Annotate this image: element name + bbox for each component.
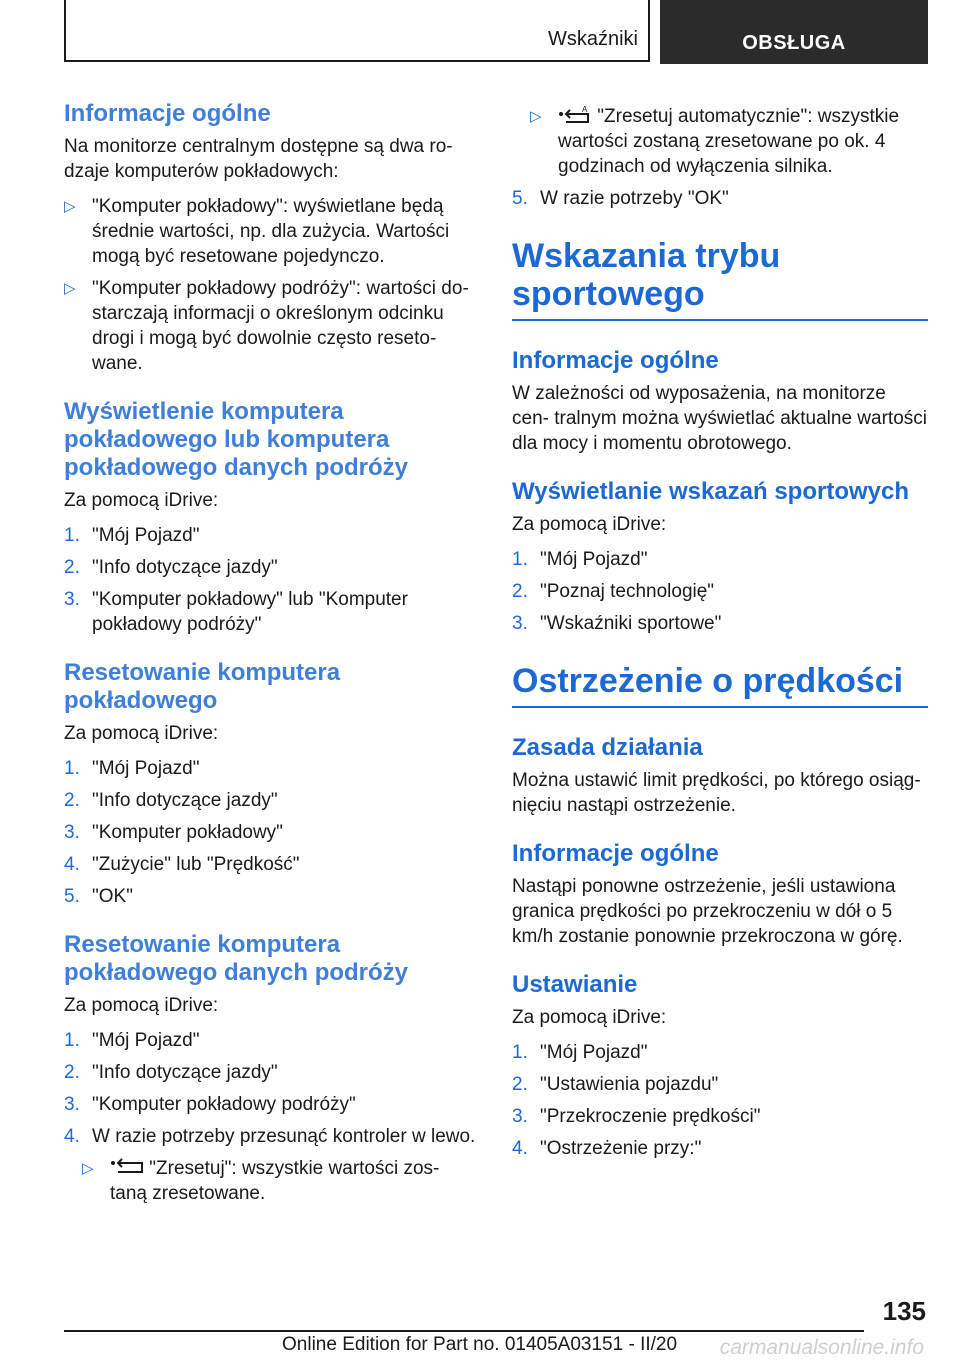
sub-bullet-list [512,104,928,179]
list-item: 4. "Zużycie" lub "Prędkość" [64,854,300,875]
list-item: 1. "Mój Pojazd" [64,758,200,779]
list-item: 1. "Mój Pojazd" [512,1042,648,1063]
list-item: 2. "Info dotyczące jazdy" [64,790,278,811]
paragraph: Za pomocą iDrive: [64,995,219,1016]
list-item: ▷ "Komputer pokładowy": wyświetlane będą średnie wartości, np. dla zużycia. Wartości mogą być resetowane pojedynczo. [64,196,450,267]
header-section-title: Wskaźniki [547,28,638,50]
paragraph: Za pomocą iDrive: [64,490,219,511]
paragraph: Za pomocą iDrive: [512,514,667,535]
triangle-right-icon: ▷ [64,280,76,297]
section-title: Informacje ogólne [512,840,719,867]
section-title: Wyświetlenie komputera pokładowego lub komputera pokładowego danych podróży [64,398,409,481]
section-title: Wyświetlanie wskazań sportowych [512,478,910,505]
numbered-list [64,523,480,637]
section-title: Zasada działania [512,734,703,761]
svg-text:A: A [582,106,588,114]
section-title: Resetowanie komputera pokładowego danych podróży [64,931,409,986]
numbered-list [64,1028,480,1149]
page-number: 135 [882,1296,926,1326]
paragraph: W zależności od wyposażenia, na monitorze cen- tralnym można wyświetlać aktualne wartości dla mocy i momentu obrotowego. [512,383,927,454]
list-item: 3. "Komputer pokładowy podróży" [64,1094,356,1115]
list-item: 3. "Wskaźniki sportowe" [512,613,722,634]
reset-icon [110,1158,144,1176]
sub-bullet-list [64,1156,480,1206]
paragraph: Za pomocą iDrive: [512,1007,667,1028]
list-item: 3. "Komputer pokładowy" lub "Komputer pokładowy podróży" [64,589,408,635]
header-chapter-tab: OBSŁUGA [660,0,928,64]
numbered-list [64,756,480,909]
list-item: ▷ A "Zresetuj automatycznie": wszystkie wartości zostaną zresetowane po ok. 4 godzinach od wyłączenia silnika. [530,106,900,177]
list-item: 2. "Ustawienia pojazdu" [512,1074,719,1095]
numbered-list [512,186,928,211]
list-item: 1. "Mój Pojazd" [64,525,200,546]
list-item: 1. "Mój Pojazd" [512,549,648,570]
list-item: 2. "Info dotyczące jazdy" [64,1062,278,1083]
triangle-right-icon: ▷ [530,108,542,125]
chapter-title: Ostrzeżenie o prędkości [512,662,928,708]
chapter-title: Wskazania trybu sportowego [512,237,928,321]
paragraph: Można ustawić limit prędkości, po którego osiąg- nięciu nastąpi ostrzeżenie. [512,770,921,816]
list-item: 2. "Info dotyczące jazdy" [64,557,278,578]
paragraph: Na monitorze centralnym dostępne są dwa ro- dzaje komputerów pokładowych: [64,136,453,182]
reset-auto-icon [558,106,592,124]
triangle-right-icon: ▷ [82,1160,94,1177]
list-item: 1. "Mój Pojazd" [64,1030,200,1051]
numbered-list [512,547,928,636]
list-item: ▷ "Komputer pokładowy podróży": wartości do- starczają informacji o określonym odcinku drogi i mogą być dowolnie często reseto- wane. [64,278,469,374]
left-column [64,100,480,1213]
footer-edition: Online Edition for Part no. 01405A03151 - II/20 [282,1334,678,1355]
triangle-right-icon: ▷ [64,198,76,215]
list-item: 5. W razie potrzeby "OK" [512,188,729,209]
list-item: ▷ "Zresetuj": wszystkie wartości zos- taną zresetowane. [82,1158,440,1204]
page-header [64,0,928,66]
numbered-list [512,1040,928,1161]
list-item: 5. "OK" [64,886,133,907]
watermark: carmanualsonline.info [719,1336,924,1359]
list-item: 3. "Komputer pokładowy" [64,822,283,843]
section-title: Informacje ogólne [512,347,719,374]
list-item: 2. "Poznaj technologię" [512,581,715,602]
list-item: 4. "Ostrzeżenie przy:" [512,1138,702,1159]
paragraph: Za pomocą iDrive: [64,723,219,744]
list-item: 4. W razie potrzeby przesunąć kontroler w lewo. [64,1126,476,1147]
right-column [512,104,928,1168]
section-title: Informacje ogólne [64,100,271,127]
section-title: Ustawianie [512,971,638,998]
paragraph: Nastąpi ponowne ostrzeżenie, jeśli ustawiona granica prędkości po przekroczeniu w dół o 5 km/h zostanie ponownie przekroczona w górę. [512,876,903,947]
footer-divider [64,1330,864,1332]
section-title: Resetowanie komputera pokładowego [64,659,341,714]
bullet-list [64,194,480,376]
list-item: 3. "Przekroczenie prędkości" [512,1106,761,1127]
